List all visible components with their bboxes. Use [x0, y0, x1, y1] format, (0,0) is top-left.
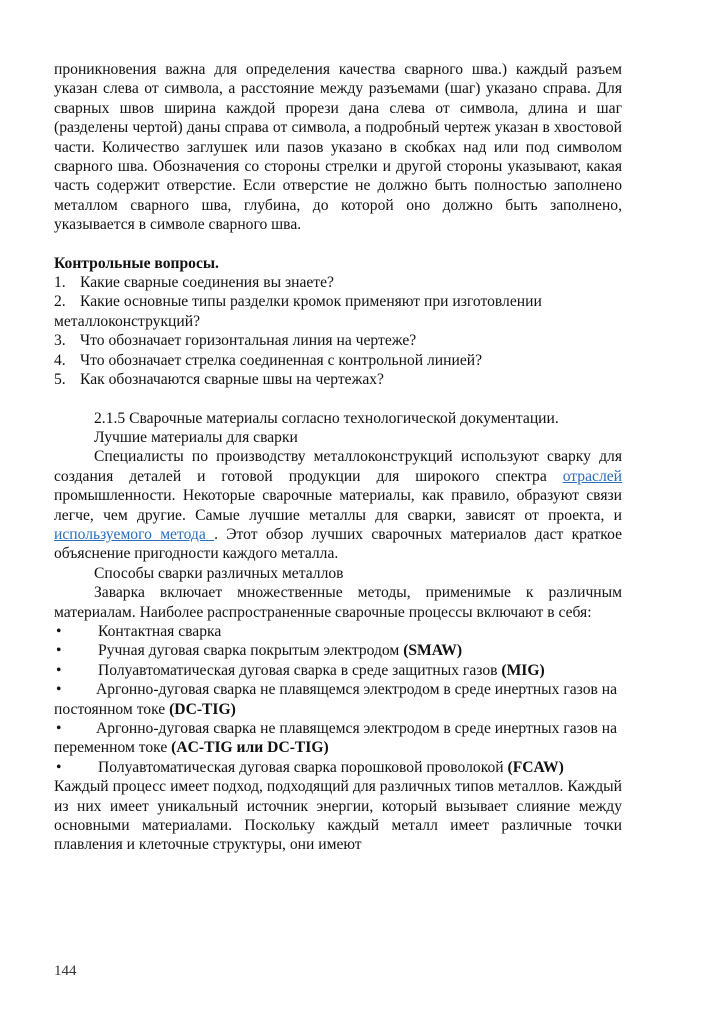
bullet-icon: •	[56, 642, 62, 660]
bullet-text: Контактная сварка	[98, 622, 222, 640]
bullet-text: Полуавтоматическая дуговая сварка порошковой проволокой (FCAW)	[98, 758, 564, 776]
spacer	[54, 235, 622, 254]
subheading-methods: Способы сварки различных металлов	[94, 564, 344, 582]
question-item	[54, 351, 622, 370]
question-item	[54, 331, 622, 350]
page-number: 144	[54, 963, 77, 979]
question-number: 1.	[54, 274, 66, 292]
question-item	[54, 292, 622, 331]
bullet-item	[54, 719, 622, 758]
question-item	[54, 273, 622, 292]
question-number: 4.	[54, 351, 66, 369]
question-text: Какие основные типы разделки кромок применяют при изготовлении металлоконструкций?	[54, 293, 542, 330]
bullet-icon: •	[56, 622, 62, 640]
industries-link[interactable]: отраслей	[562, 467, 622, 485]
paragraph-welding-methods: Заварка включает множественные методы, применимые к различным материалам. Наиболее распространенные сварочные процессы включают в себя:	[54, 584, 622, 621]
question-number: 5.	[54, 371, 66, 389]
bullet-item	[54, 622, 622, 641]
bullet-item	[54, 680, 622, 719]
bullet-text: Полуавтоматическая дуговая сварка в среде защитных газов (MIG)	[98, 661, 545, 679]
bullet-text: Ручная дуговая сварка покрытым электродом (SMAW)	[98, 642, 463, 660]
closing-paragraph: Каждый процесс имеет подход, подходящий для различных типов металлов. Каждый из них имеет уникальный источник энергии, который вызывает слияние между основными материалами. Поскольку каждый металл имеет различные точки плавления и клеточные структуры, они имеют	[54, 778, 622, 854]
question-text: Как обозначаются сварные швы на чертежах?	[80, 371, 384, 389]
paragraph-text: промышленности. Некоторые сварочные материалы, как правило, образуют связи легче, чем другие. Самые лучшие металлы для сварки, зависят от проекта, и	[54, 487, 622, 524]
paragraph-specialists	[54, 447, 622, 563]
bullet-item	[54, 661, 622, 680]
paragraph-text: Специалисты по производству металлоконструкций используют сварку для создания деталей и готовой продукции для широкого спектра	[54, 448, 622, 485]
spacer	[54, 390, 622, 409]
method-link[interactable]: используемого метода	[54, 525, 215, 543]
bullet-text: Аргонно-дуговая сварка не плавящемся электродом в среде инертных газов на постоянном токе (DC-TIG)	[54, 681, 618, 718]
intro-paragraph: проникновения важна для определения качества сварного шва.) каждый разъем указан слева от символа, а расстояние между разъемами (шаг) указано справа. Для сварных швов ширина каждой прорези дана слева от символа, длина и шаг (разделены чертой) даны справа от символа, а подробный чертеж указан в хвостовой части. Количество заглушек или пазов указано в скобках над или под символом сварного шва. Обозначения со стороны стрелки и другой стороны указывают, какая часть содержит отверстие. Если отверстие не должно быть полностью заполнено металлом сварного шва, глубина, до которой оно должно быть заполнено, указывается в символе сварного шва.	[54, 61, 622, 234]
questions-heading: Контрольные вопросы.	[54, 254, 219, 272]
bullet-text: Аргонно-дуговая сварка не плавящемся электродом в среде инертных газов на переменном токе (AC-TIG или DC-TIG)	[54, 720, 618, 757]
question-number: 3.	[54, 332, 66, 350]
bullet-icon: •	[56, 661, 62, 679]
bullet-item	[54, 641, 622, 660]
bullet-icon: •	[56, 681, 62, 699]
document-page	[54, 60, 622, 855]
questions-list	[54, 273, 622, 389]
question-text: Что обозначает горизонтальная линия на чертеже?	[80, 332, 417, 350]
question-number: 2.	[54, 293, 66, 311]
question-text: Какие сварные соединения вы знаете?	[80, 274, 334, 292]
section-heading: 2.1.5 Сварочные материалы согласно технологической документации.	[94, 409, 559, 427]
paragraph-text: . Этот обзор лучших сварочных материалов даст краткое объяснение пригодности каждого металла.	[54, 525, 622, 563]
question-text: Что обозначает стрелка соединенная с контрольной линией?	[80, 351, 483, 369]
subheading-best-materials: Лучшие материалы для сварки	[94, 428, 298, 446]
bullet-list	[54, 622, 622, 777]
question-item	[54, 370, 622, 389]
bullet-icon: •	[56, 720, 62, 737]
bullet-item	[54, 758, 622, 777]
bullet-icon: •	[56, 758, 62, 776]
